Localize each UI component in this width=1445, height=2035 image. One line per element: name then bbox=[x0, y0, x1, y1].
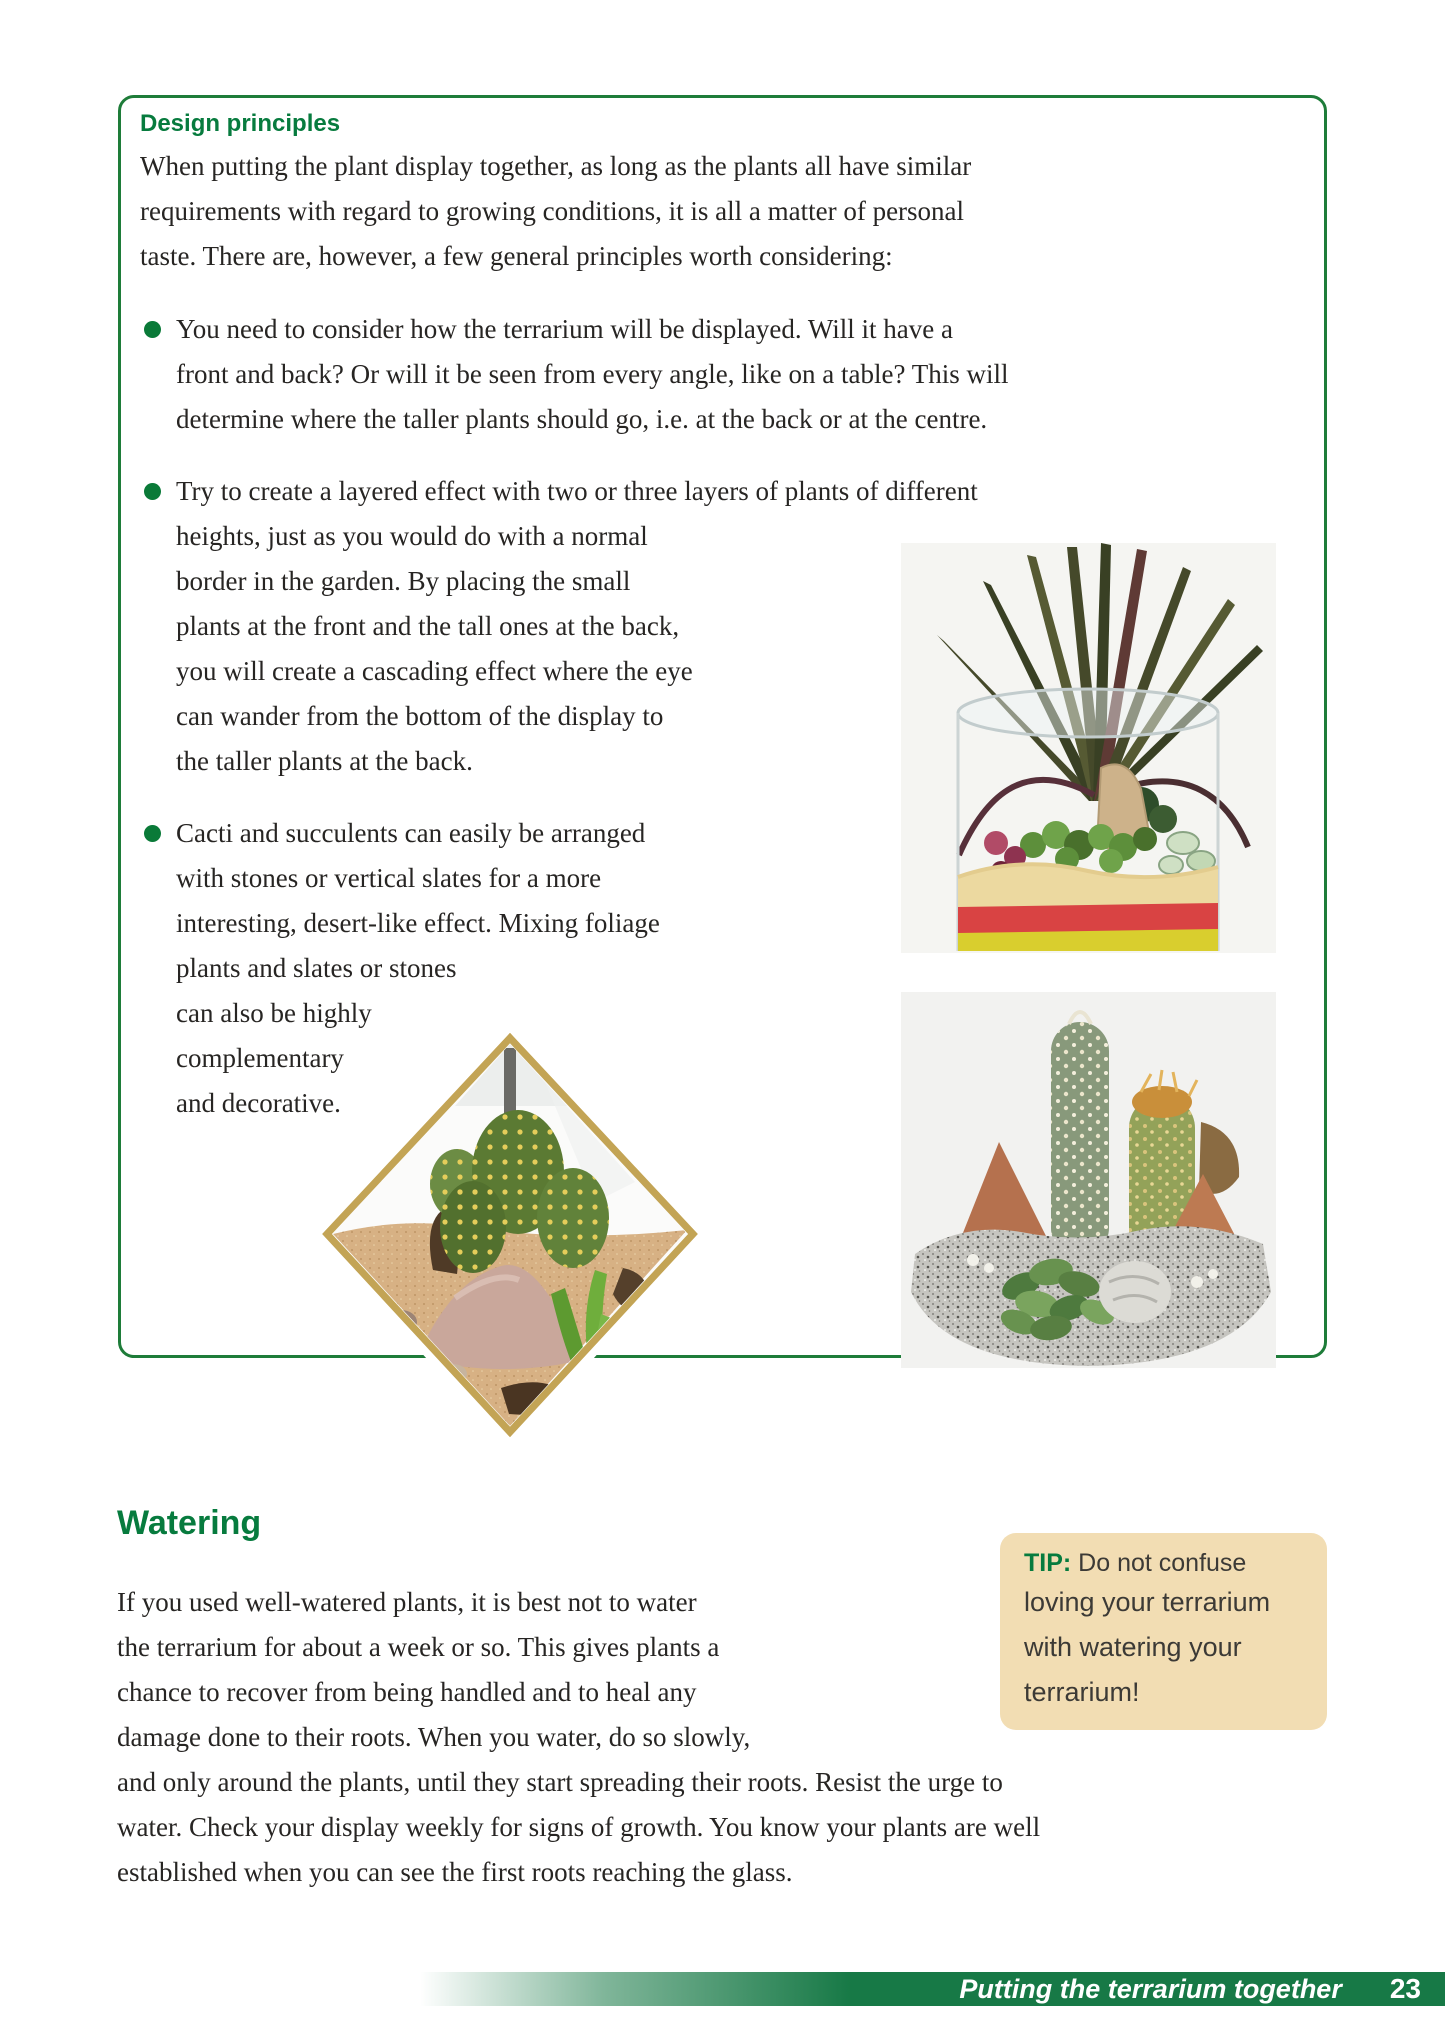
tip-rest-lines bbox=[1024, 1580, 1309, 1715]
text-line: chance to recover from being handled and to heal any bbox=[117, 1677, 697, 1707]
layered-sand bbox=[958, 864, 1218, 951]
text-line: water. Check your display weekly for signs of growth. You know your plants are well bbox=[117, 1812, 1041, 1842]
text-line: When putting the plant display together, as long as the plants all have similar bbox=[140, 151, 972, 181]
text-line: border in the garden. By placing the small bbox=[176, 566, 631, 596]
text-line: determine where the taller plants should go, i.e. at the back or at the centre. bbox=[176, 404, 988, 434]
text-line: with watering your bbox=[1024, 1632, 1242, 1662]
text-line: the terrarium for about a week or so. This gives plants a bbox=[117, 1632, 720, 1662]
text-line: front and back? Or will it be seen from every angle, like on a table? This will bbox=[176, 359, 1009, 389]
text-line: damage done to their roots. When you water, do so slowly, bbox=[117, 1722, 751, 1752]
watering-paragraph bbox=[117, 1580, 1040, 1895]
footer-bar bbox=[420, 1972, 1445, 2006]
footer-chapter-title: Putting the terrarium together bbox=[959, 1973, 1342, 2004]
text-line: plants and slates or stones bbox=[176, 953, 457, 983]
text-line: you will create a cascading effect where the eye bbox=[176, 656, 693, 686]
text-line: loving your terrarium bbox=[1024, 1587, 1271, 1617]
text-line: heights, just as you would do with a normal bbox=[176, 521, 648, 551]
cacti-bowl-photo bbox=[901, 992, 1276, 1368]
text-line: with stones or vertical slates for a more bbox=[176, 863, 602, 893]
design-principles-heading: Design principles bbox=[140, 110, 341, 137]
text-line: You need to consider how the terrarium will be displayed. Will it have a bbox=[176, 314, 954, 344]
text-line: can also be highly bbox=[176, 998, 372, 1028]
cylinder-terrarium-photo bbox=[901, 543, 1276, 953]
text-line: and only around the plants, until they start spreading their roots. Resist the urge to bbox=[117, 1767, 1003, 1797]
bullet-dot-icon bbox=[144, 321, 161, 338]
text-line: plants at the front and the tall ones at the back, bbox=[176, 611, 680, 641]
text-line: complementary bbox=[176, 1043, 344, 1073]
text-line: established when you can see the first roots reaching the glass. bbox=[117, 1857, 793, 1887]
bullet-dot-icon bbox=[144, 825, 161, 842]
design-intro-paragraph bbox=[140, 144, 1324, 279]
tip-first-line-rest: Do not confuse bbox=[1071, 1549, 1247, 1577]
white-stone bbox=[1099, 1261, 1171, 1323]
footer-page-number: 23 bbox=[1389, 1973, 1421, 2004]
text-line: taste. There are, however, a few general principles worth considering: bbox=[140, 241, 893, 271]
tip-first-line bbox=[1024, 1546, 1309, 1580]
text-line: If you used well-watered plants, it is best not to water bbox=[117, 1587, 697, 1617]
text-line: the taller plants at the back. bbox=[176, 746, 473, 776]
bullet-dot-icon bbox=[144, 483, 161, 500]
text-line: terrarium! bbox=[1024, 1677, 1140, 1707]
text-line: Cacti and succulents can easily be arranged bbox=[176, 818, 646, 848]
diamond-terrarium-photo bbox=[305, 1022, 715, 1452]
tip-label: TIP: bbox=[1024, 1549, 1072, 1577]
columnar-cactus-tall bbox=[1051, 1012, 1109, 1257]
text-line: interesting, desert-like effect. Mixing foliage bbox=[176, 908, 660, 938]
bullet-item-display bbox=[140, 307, 1324, 442]
watering-heading: Watering bbox=[117, 1504, 262, 1542]
text-line: and decorative. bbox=[176, 1088, 341, 1118]
bullet-text-display bbox=[176, 307, 1008, 442]
tip-box bbox=[1000, 1533, 1327, 1730]
bullet-text-layered bbox=[176, 469, 978, 784]
text-line: Try to create a layered effect with two or three layers of plants of different bbox=[176, 476, 978, 506]
text-line: can wander from the bottom of the display to bbox=[176, 701, 664, 731]
text-line: requirements with regard to growing conditions, it is all a matter of personal bbox=[140, 196, 965, 226]
